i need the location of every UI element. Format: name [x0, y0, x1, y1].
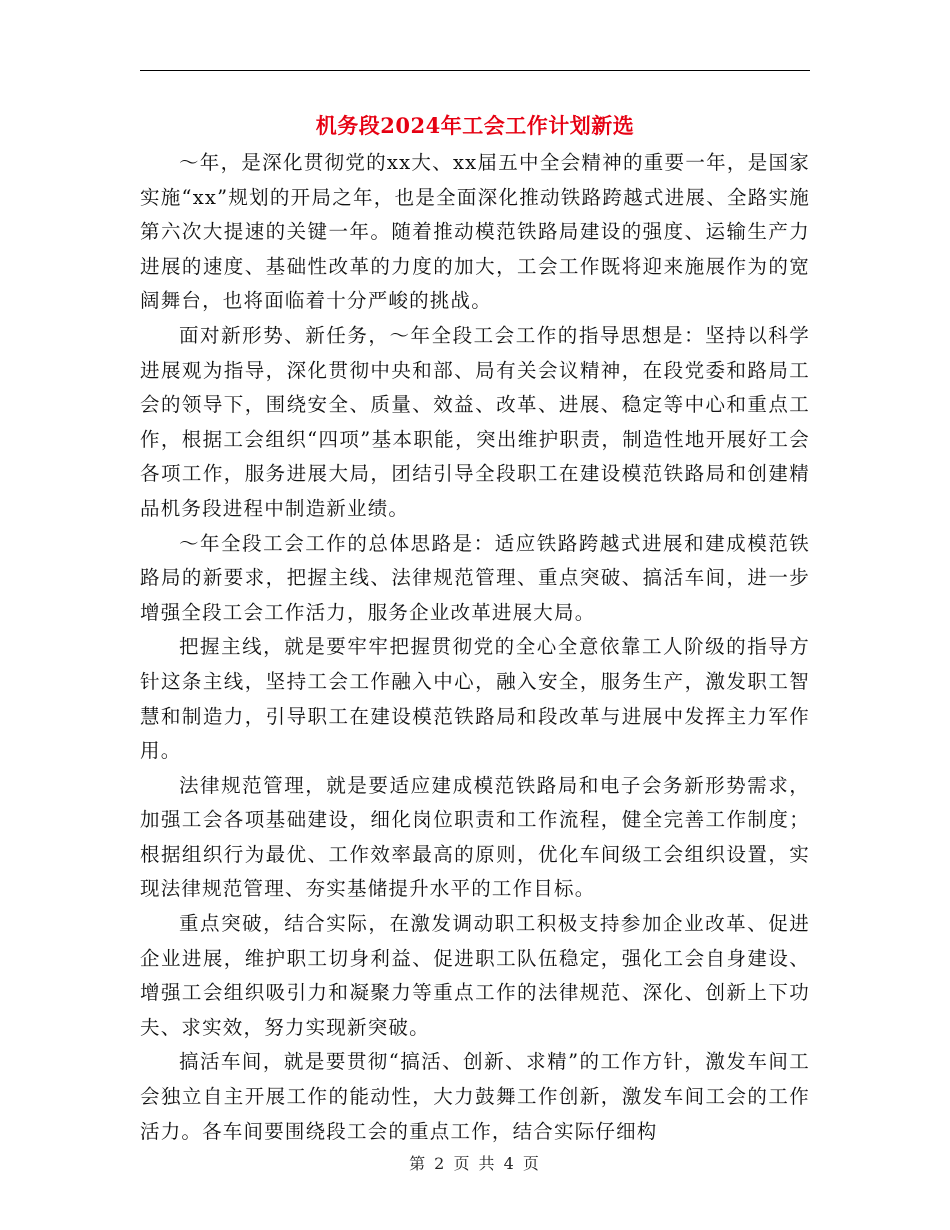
paragraph-1: ～年，是深化贯彻党的xx大、xx届五中全会精神的重要一年，是国家实施“xx”规划的开局之年，也是全面深化推动铁路跨越式进展、全路实施第六次大提速的关键一年。随着推动模范铁路局建设的强度、运输生产力进展的速度、基础性改革的力度的加大，工会工作既将迎来施展作为的宽阔舞台，也将面临着十分严峻的挑战。 [140, 151, 810, 313]
document-body [140, 146, 810, 1149]
paragraph-3: ～年全段工会工作的总体思路是：适应铁路跨越式进展和建成模范铁路局的新要求，把握主线、法律规范管理、重点突破、搞活车间，进一步增强全段工会工作活力，服务企业改革进展大局。 [140, 531, 810, 624]
document-title: 机务段2024年工会工作计划新选 [315, 113, 635, 138]
paragraph-5: 法律规范管理，就是要适应建成模范铁路局和电子会务新形势需求，加强工会各项基础建设，细化岗位职责和工作流程，健全完善工作制度；根据组织行为最优、工作效率最高的原则，优化车间级工会组织设置，实现法律规范管理、夯实基储提升水平的工作目标。 [140, 773, 810, 901]
paragraph-2: 面对新形势、新任务，～年全段工会工作的指导思想是：坚持以科学进展观为指导，深化贯彻中央和部、局有关会议精神，在段党委和路局工会的领导下，围绕安全、质量、效益、改革、进展、稳定等中心和重点工作，根据工会组织“四项”基本职能，突出维护职责，制造性地开展好工会各项工作，服务进展大局，团结引导全段职工在建设模范铁路局和创建精品机务段进程中制造新业绩。 [140, 323, 810, 520]
paragraph-4: 把握主线，就是要牢牢把握贯彻党的全心全意依靠工人阶级的指导方针这条主线，坚持工会工作融入中心，融入安全，服务生产，激发职工智慧和制造力，引导职工在建设模范铁路局和段改革与进展中发挥主力军作用。 [140, 635, 810, 763]
header-rule [140, 70, 810, 71]
page-number-footer: 第 2 页 共 4 页 [409, 1154, 541, 1173]
paragraph-7: 搞活车间，就是要贯彻“搞活、创新、求精”的工作方针，激发车间工会独立自主开展工作的能动性，大力鼓舞工作创新，激发车间工会的工作活力。各车间要围绕段工会的重点工作，结合实际仔细构 [140, 1050, 810, 1143]
paragraph-6: 重点突破，结合实际，在激发调动职工积极支持参加企业改革、促进企业进展，维护职工切身利益、促进职工队伍稳定，强化工会自身建设、增强工会组织吸引力和凝聚力等重点工作的法律规范、深化、创新上下功夫、求实效，努力实现新突破。 [140, 912, 810, 1039]
